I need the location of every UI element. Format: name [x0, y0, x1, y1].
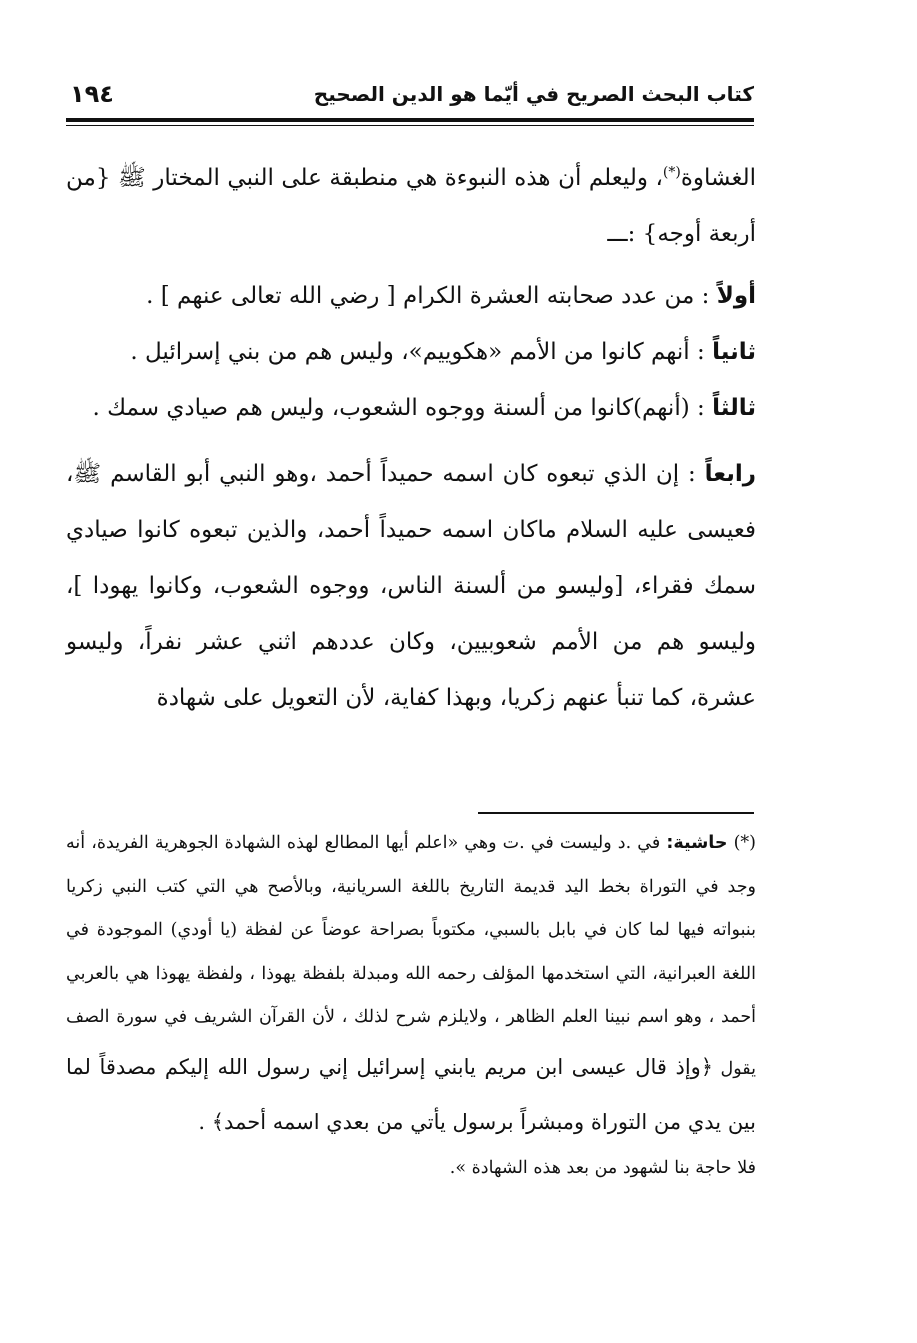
point-text: : (أنهم)كانوا من ألسنة ووجوه الشعوب، وليس هم صيادي سمك . — [92, 395, 713, 421]
footnote-reference: (*) — [662, 164, 681, 181]
point-text: : من عدد صحابته العشرة الكرام [ رضي الله تعالى عنهم ] . — [146, 283, 717, 309]
footnote — [66, 822, 756, 1186]
quran-verse: ﴿وإذ قال عيسى ابن مريم يابني إسرائيل إني رسول الله إليكم مصدقاً لما بين يدي من التوراة ومبشراً برسول يأتي من بعدي اسمه أحمد﴾ . — [66, 1054, 756, 1134]
footnote-closing: فلا حاجة بنا لشهود من بعد هذه الشهادة ». — [449, 1157, 756, 1178]
intro-text-b: ، وليعلم أن هذه النبوءة هي منطبقة على النبي المختار ﷺ {من أربعة أوجه} :ـــ — [66, 165, 756, 247]
header-rule-thin — [66, 125, 754, 126]
point-first — [66, 268, 756, 324]
footnote-label: حاشية: — [666, 833, 728, 853]
intro-paragraph — [66, 150, 756, 262]
header-rule-thick — [66, 118, 754, 122]
intro-text-a: الغشاوة — [680, 165, 756, 191]
point-second — [66, 324, 756, 380]
point-text: : أنهم كانوا من الأمم «هكوييم»، وليس هم من بني إسرائيل . — [130, 339, 713, 365]
point-text: : إن الذي تبعوه كان اسمه حميداً أحمد ،وهو النبي أبو القاسم ﷺ، فعيسى عليه السلام ماكان اسمه حميداً أحمد، والذين تبعوه كانوا صيادي سمك فقراء، [وليسو من ألسنة الناس، ووجوه الشعوب، وكانوا يهودا ]، وليسو هم من الأمم شعوبيين، وكان عددهم اثني عشر نفراً، وليسو عشرة، كما تنبأ عنهم زكريا، وبهذا كفاية، لأن التعويل على شهادة — [66, 461, 756, 711]
running-header — [66, 78, 754, 116]
point-label: أولاً — [716, 283, 756, 309]
footnote-marker: (*) — [733, 833, 756, 853]
book-title: كتاب البحث الصريح في أيّما هو الدين الصحيح — [313, 82, 754, 106]
point-label: ثانياً — [712, 339, 756, 365]
point-label: ثالثاً — [712, 395, 756, 421]
page-number: ١٩٤ — [70, 80, 114, 108]
footnote-separator — [478, 812, 754, 814]
point-fourth — [66, 446, 756, 726]
point-third — [66, 380, 756, 436]
footnote-text: في .د وليست في .ت وهي «اعلم أيها المطالع لهذه الشهادة الجوهرية الفريدة، أنه وجد في التوراة بخط اليد قديمة التاريخ باللغة السريانية، وبالأصح هي التي كتب النبي زكريا بنبواته فيها لما كان في بابل بالسبي، مكتوباً بصراحة عوضاً عن لفظة (يا أودي) الموجودة في اللغة العبرانية، التي استخدمها المؤلف رحمه الله ومبدلة بلفظة يهوذا ، ولفظة يهوذا هي بالعربي أحمد ، وهو اسم نبينا العلم الظاهر ، ولايلزم شرح لذلك ، لأن القرآن الشريف في سورة الصف يقول — [66, 833, 756, 1079]
point-label: رابعاً — [704, 461, 756, 487]
footnote-body — [66, 822, 756, 1150]
main-text — [66, 150, 756, 726]
